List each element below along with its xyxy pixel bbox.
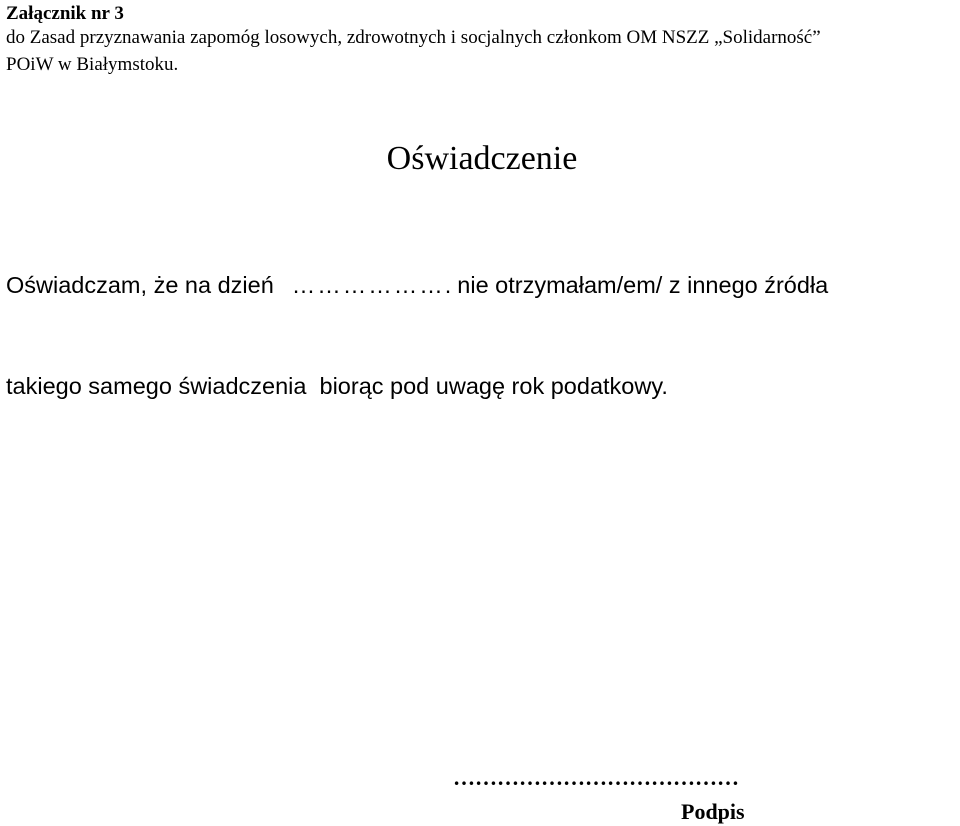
statement-text-end: nie otrzymałam/em/ z innego źródła (457, 272, 829, 298)
statement-line-1 (6, 270, 828, 300)
regulation-reference-line-1: do Zasad przyznawania zapomóg losowych, zdrowotnych i socjalnych członkom OM NSZZ „Solidarność” (6, 27, 821, 48)
statement-text-start: Oświadczam, że na dzień (6, 272, 274, 298)
regulation-reference-line-2: POiW w Białymstoku. (6, 54, 179, 75)
signature-label: Podpis (681, 799, 745, 824)
date-blank-dots: ………………. (291, 272, 454, 298)
signature-line: ………………………………… (453, 765, 739, 790)
statement-line-2: takiego samego świadczenia biorąc pod uwagę rok podatkowy. (6, 373, 668, 399)
attachment-label: Załącznik nr 3 (6, 3, 124, 24)
document-title: Oświadczenie (386, 140, 578, 177)
